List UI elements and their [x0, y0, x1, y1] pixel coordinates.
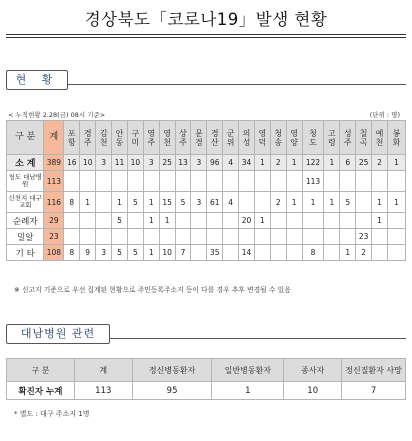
- header-region: 예천: [372, 121, 388, 155]
- table-cell: 23: [356, 229, 372, 245]
- table-row: [7, 155, 406, 171]
- table-cell: [340, 171, 356, 192]
- daenam-value-cell: 7: [342, 382, 406, 400]
- table-cell: [254, 229, 270, 245]
- table-cell: 8: [64, 245, 80, 261]
- table-cell: [286, 213, 302, 229]
- table-cell: [207, 171, 223, 192]
- table-cell: 1: [387, 155, 405, 171]
- header-region: 칠곡: [356, 121, 372, 155]
- table-row: [7, 171, 406, 192]
- table-cell: 61: [207, 192, 223, 213]
- table-cell: 2: [270, 192, 286, 213]
- table-cell: [387, 229, 405, 245]
- table-cell: 5: [340, 192, 356, 213]
- table-cell: [96, 171, 112, 192]
- table-cell: 3: [96, 155, 112, 171]
- header-region: 봉화: [387, 121, 405, 155]
- header-region: 경주: [80, 121, 96, 155]
- table-cell: [64, 229, 80, 245]
- daenam-header-cell: 정신질환자 사망: [342, 359, 406, 382]
- table-cell: [159, 229, 175, 245]
- section-status-text: 현 황: [15, 73, 59, 86]
- table-cell: [127, 229, 143, 245]
- table-cell: 14: [239, 245, 255, 261]
- table-cell: [80, 213, 96, 229]
- table-cell: [80, 229, 96, 245]
- table-cell: 23: [44, 229, 64, 245]
- daenam-value-cell: 10: [284, 382, 342, 400]
- table-cell: 8: [302, 245, 324, 261]
- header-region: 영덕: [254, 121, 270, 155]
- row-label: 청도 대남병원: [7, 171, 44, 192]
- daenam-table: [6, 358, 406, 400]
- header-region: 영천: [159, 121, 175, 155]
- header-region: 경산: [207, 121, 223, 155]
- table-cell: 1: [286, 155, 302, 171]
- table-cell: [175, 171, 191, 192]
- header-region: 영양: [286, 121, 302, 155]
- header-region: 문경: [191, 121, 207, 155]
- table-cell: 1: [324, 155, 340, 171]
- table-cell: [340, 213, 356, 229]
- daenam-value-cell: 1: [212, 382, 284, 400]
- table-cell: 10: [127, 155, 143, 171]
- table-cell: 2: [356, 245, 372, 261]
- header-region: 상주: [175, 121, 191, 155]
- table-cell: 3: [191, 155, 207, 171]
- table-cell: [356, 192, 372, 213]
- table-cell: 11: [112, 155, 128, 171]
- table-cell: [324, 245, 340, 261]
- table-cell: [356, 171, 372, 192]
- table-cell: [254, 192, 270, 213]
- table-cell: [207, 213, 223, 229]
- table-cell: [127, 213, 143, 229]
- header-region: 고령: [324, 121, 340, 155]
- table-cell: [112, 171, 128, 192]
- table-cell: 16: [64, 155, 80, 171]
- table-cell: [223, 229, 239, 245]
- table-cell: [372, 229, 388, 245]
- table-cell: 35: [207, 245, 223, 261]
- table-cell: [223, 213, 239, 229]
- daenam-value-cell: 113: [74, 382, 132, 400]
- table-cell: [64, 213, 80, 229]
- table-cell: 1: [254, 213, 270, 229]
- table-cell: 3: [191, 192, 207, 213]
- table-cell: 1: [143, 213, 159, 229]
- table-cell: 1: [340, 245, 356, 261]
- table-cell: [191, 213, 207, 229]
- table-cell: [239, 229, 255, 245]
- table-cell: 10: [159, 245, 175, 261]
- table-cell: 116: [44, 192, 64, 213]
- table-cell: [191, 229, 207, 245]
- table-cell: [286, 245, 302, 261]
- table-cell: 1: [286, 192, 302, 213]
- title-bottom-rule: [6, 37, 406, 38]
- table-cell: [207, 229, 223, 245]
- table-cell: [270, 229, 286, 245]
- table-cell: [286, 229, 302, 245]
- table-cell: 2: [372, 155, 388, 171]
- section-daenam-text: 대남병원 관련: [20, 327, 96, 340]
- header-region: 김천: [96, 121, 112, 155]
- section-daenam-line: [110, 338, 406, 339]
- table-cell: [64, 171, 80, 192]
- table-cell: 1: [159, 213, 175, 229]
- table-cell: [96, 213, 112, 229]
- table-cell: 25: [356, 155, 372, 171]
- table-row: [7, 213, 406, 229]
- table-cell: [175, 229, 191, 245]
- table-cell: [159, 171, 175, 192]
- title-top-rule: [6, 34, 406, 35]
- table-cell: [270, 245, 286, 261]
- table-cell: 34: [239, 155, 255, 171]
- table-cell: [387, 171, 405, 192]
- header-region: 군위: [223, 121, 239, 155]
- table-cell: [112, 229, 128, 245]
- cumulative-basis-note: < 누적현황 2.28(금) 08시 기준>: [8, 111, 106, 119]
- daenam-value-cell: 95: [132, 382, 212, 400]
- daenam-header-cell: 정신병동환자: [132, 359, 212, 382]
- header-region: 의성: [239, 121, 255, 155]
- daenam-header-cell: 구 분: [7, 359, 75, 382]
- table-cell: [324, 171, 340, 192]
- table-cell: 4: [223, 192, 239, 213]
- table-cell: 1: [80, 192, 96, 213]
- table-cell: 8: [64, 192, 80, 213]
- table-cell: 389: [44, 155, 64, 171]
- row-label: 기 타: [7, 245, 44, 261]
- header-corner: 구 분: [7, 121, 44, 155]
- table-row: [7, 192, 406, 213]
- header-region: 청도: [302, 121, 324, 155]
- table-cell: 1: [372, 213, 388, 229]
- table-cell: [191, 171, 207, 192]
- header-region: 성주: [340, 121, 356, 155]
- table-cell: 15: [159, 192, 175, 213]
- unit-note: (단위 : 명): [369, 111, 400, 119]
- header-region: 계: [44, 121, 64, 155]
- table-cell: [80, 171, 96, 192]
- table-cell: 5: [112, 213, 128, 229]
- table-cell: 13: [175, 155, 191, 171]
- table-cell: 10: [80, 155, 96, 171]
- daenam-header-cell: 계: [74, 359, 132, 382]
- table-cell: 1: [372, 192, 388, 213]
- table-cell: [387, 245, 405, 261]
- daenam-table-header: [7, 359, 406, 382]
- table-cell: [324, 213, 340, 229]
- table-cell: [372, 171, 388, 192]
- table-cell: [143, 229, 159, 245]
- table-cell: 1: [143, 192, 159, 213]
- table-cell: [96, 229, 112, 245]
- table-cell: 6: [340, 155, 356, 171]
- table-cell: [223, 245, 239, 261]
- table-cell: [96, 192, 112, 213]
- daenam-header-cell: 종사자: [284, 359, 342, 382]
- table-cell: 2: [270, 155, 286, 171]
- status-table: [6, 120, 406, 261]
- section-status-label: [6, 70, 68, 90]
- table-cell: 113: [44, 171, 64, 192]
- table-cell: 122: [302, 155, 324, 171]
- table-cell: [127, 171, 143, 192]
- footnote-text: * 별도 : 대구 주소지 1명: [14, 410, 90, 418]
- section-daenam-label: [6, 324, 110, 344]
- table-cell: 3: [143, 155, 159, 171]
- header-region: 안동: [112, 121, 128, 155]
- daenam-header-cell: 일반병동환자: [212, 359, 284, 382]
- table-cell: [340, 229, 356, 245]
- table-cell: [372, 245, 388, 261]
- table-cell: 96: [207, 155, 223, 171]
- row-label: 신천지 대구교회: [7, 192, 44, 213]
- table-cell: 29: [44, 213, 64, 229]
- table-row: [7, 229, 406, 245]
- table-cell: [270, 213, 286, 229]
- table-cell: [270, 171, 286, 192]
- table-cell: 1: [387, 192, 405, 213]
- table-cell: [387, 213, 405, 229]
- table-cell: [356, 213, 372, 229]
- table-cell: 5: [112, 245, 128, 261]
- table-cell: 3: [96, 245, 112, 261]
- table-cell: 1: [143, 245, 159, 261]
- header-region: 포항: [64, 121, 80, 155]
- table-cell: [191, 245, 207, 261]
- table-cell: 1: [112, 192, 128, 213]
- table-cell: [286, 171, 302, 192]
- table-cell: 5: [175, 192, 191, 213]
- table-cell: 108: [44, 245, 64, 261]
- header-region: 청송: [270, 121, 286, 155]
- table-cell: 9: [80, 245, 96, 261]
- table-cell: [239, 171, 255, 192]
- table-cell: [175, 213, 191, 229]
- table-cell: [143, 171, 159, 192]
- table-cell: 20: [239, 213, 255, 229]
- table-cell: 5: [127, 245, 143, 261]
- table-cell: 1: [302, 192, 324, 213]
- table-cell: 25: [159, 155, 175, 171]
- table-cell: 4: [223, 155, 239, 171]
- daenam-value-row: [7, 382, 406, 400]
- table-cell: [324, 229, 340, 245]
- row-label: 순례자: [7, 213, 44, 229]
- table-cell: [302, 213, 324, 229]
- table-cell: 7: [175, 245, 191, 261]
- table-cell: 113: [302, 171, 324, 192]
- table-row: [7, 245, 406, 261]
- notice-text: ※ 신고지 기준으로 우선 집계된 현황으로 주민등록주소지 등이 다를 경우 추후 변경될 수 있음: [14, 286, 291, 294]
- table-cell: 5: [127, 192, 143, 213]
- daenam-row-label: 확진자 누계: [7, 382, 75, 400]
- table-cell: 1: [324, 192, 340, 213]
- section-status-line: [68, 84, 406, 85]
- row-label: 소 계: [7, 155, 44, 171]
- page-title: 경상북도「코로나19」발생 현황: [84, 10, 328, 29]
- table-cell: [254, 245, 270, 261]
- header-region: 영주: [143, 121, 159, 155]
- table-cell: 1: [254, 155, 270, 171]
- row-label: 밀알: [7, 229, 44, 245]
- table-cell: [239, 192, 255, 213]
- table-cell: [223, 171, 239, 192]
- table-cell: [254, 171, 270, 192]
- status-table-header: [7, 121, 406, 155]
- table-cell: [302, 229, 324, 245]
- header-region: 구미: [127, 121, 143, 155]
